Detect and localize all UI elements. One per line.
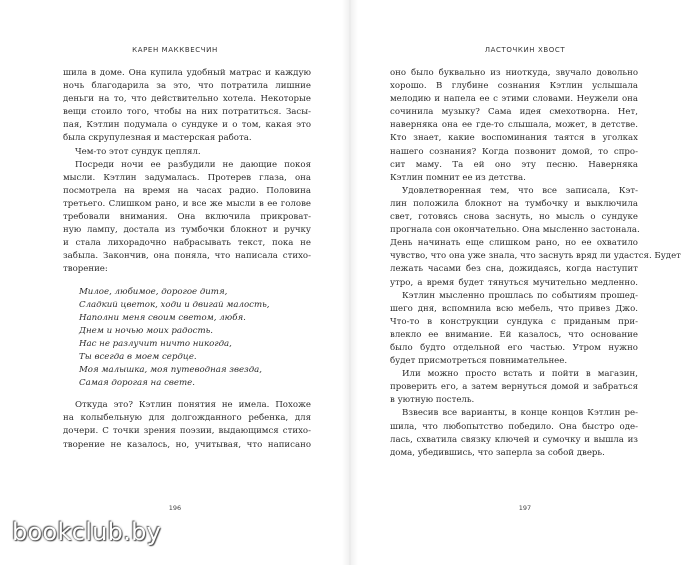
right-text-line: Или можно просто встать и пойти в магазин,	[402, 369, 638, 380]
left-text-line: творение:	[63, 264, 108, 275]
right-text-line: в уютную постель.	[390, 395, 475, 406]
right-text-line: Взвесив все варианты, в конце концов Кэтлин ре-	[402, 408, 638, 419]
right-text-line: Кто знает, какие воспоминания таятся в уголках	[390, 133, 638, 144]
right-text-line: влекло ее внимание. Ей казалось, что основание	[390, 329, 638, 340]
right-page-text	[390, 67, 681, 460]
right-text-line: лась, схватила связку ключей и сумочку и вышла из	[390, 434, 638, 445]
left-text-line: Откуда это? Кэтлин понятия не имела. Похоже	[75, 400, 311, 411]
left-text-line: деньги на то, что действительно хотела. Некоторые	[63, 94, 311, 105]
right-text-line: сит маму. Та ей оно эту песню. Наверняка	[390, 159, 638, 170]
left-text-line: пая, Кэтлин подумала о сундуке и о том, какая это	[63, 120, 311, 131]
left-verse-line: Милое, любимое, дорогое дитя,	[79, 286, 228, 297]
right-text-line: мелодию и напела ее с этими словами. Неужели она	[390, 94, 638, 105]
left-verse-line: Сладкий цветок, ходи и двигай малость,	[79, 299, 270, 310]
page-number-left: 196	[168, 504, 182, 512]
right-text-line: шила, что любопытство победило. Она быстро оде-	[390, 421, 638, 432]
left-verse-line: Ты всегда в моем сердце.	[79, 351, 197, 362]
left-text-line: и стала лихорадочно набрасывать текст, пока не	[63, 238, 311, 249]
right-text-line: Кэтлин помнит ее из детства.	[390, 172, 526, 183]
right-text-line: Что-то в конструкции сундука с приданым при-	[390, 316, 638, 327]
right-text-line: прогнала сон окончательно. Она мысленно застонала.	[390, 225, 640, 236]
left-text-line: ночь благодарила за это, что потратила лишние	[63, 81, 311, 92]
left-text-line: третьего. Слишком рано, и все же мысли в ее голове	[63, 198, 311, 209]
left-text-line: на колыбельную для долгожданного ребенка, для	[63, 413, 311, 424]
running-head-right: ЛАСТОЧКИН ХВОСТ	[484, 46, 566, 54]
right-text-line: шего дня, вспомнила всю мебель, что привез Джо.	[390, 303, 638, 314]
right-text-line: было будто отдельной его частью. Утром нужно	[390, 342, 638, 353]
right-page	[350, 0, 700, 565]
left-page-text	[63, 67, 311, 452]
left-stanza-gap	[63, 277, 311, 286]
left-verse-line: Днем и ночью моих радость.	[79, 325, 214, 336]
book-gutter	[342, 0, 358, 565]
left-verse-line: Нас не разлучит ничто никогда,	[79, 338, 232, 349]
right-text-line: проверить его, а затем вернуться домой и забраться	[390, 382, 638, 393]
page-number-right: 197	[518, 504, 532, 512]
site-watermark: bookclub.by	[12, 518, 162, 546]
left-verse-line: Самая дорогая на свете.	[79, 378, 195, 389]
left-text-line: шила в доме. Она купила удобный матрас и каждую	[63, 68, 311, 78]
left-text-line: Чем-то этот сундук цеплял.	[75, 146, 201, 157]
left-text-line: требовали внимания. Она включила прикроват-	[63, 212, 311, 223]
left-text-line: Посреди ночи ее разбудили не дающие покоя	[75, 159, 311, 170]
right-text-line: наверняка она ее где-то слышала, может, в детстве.	[390, 120, 638, 131]
right-text-line: День начинать еще слишком рано, но ее охватило	[390, 238, 638, 249]
right-text-line: лин положила блокнот на тумбочку и выключила	[390, 198, 638, 209]
right-text-line: нашего сознания? Когда позвонит домой, то спро-	[390, 146, 638, 157]
left-text-line: забыла. Закончив, она поняла, что написала стихо-	[63, 251, 311, 262]
left-text-line: мысли. Кэтлин задумалась. Протерев глаза, она	[63, 172, 311, 183]
right-text-line: сочинила музыку? Сама идея смехотворна. Нет,	[390, 107, 638, 118]
left-text-line: творение не казалось, но, учитывая, что написано	[63, 439, 311, 450]
left-text-line: ную лампу, достала из тумбочки блокнот и ручку	[63, 225, 311, 236]
right-text-line: Удовлетворенная тем, что все записала, Кэт-	[402, 185, 638, 196]
running-head-left: КАРЕН МАККВЕСЧИН	[132, 46, 218, 54]
right-text-line: чувство, что она уже знала, что заснуть вряд ли удастся. Будет	[390, 251, 681, 262]
right-text-line: утро, а время будет тянуться мучительно медленно.	[390, 277, 638, 288]
right-text-line: свет, готовясь снова заснуть, но мысль о сундуке	[390, 212, 638, 223]
right-text-line: будет присмотреться повнимательнее.	[390, 356, 568, 367]
right-text-line: оно было буквально из ниоткуда, звучало довольно	[390, 68, 638, 78]
right-text-line: лежать часами без сна, дожидаясь, когда наступит	[390, 264, 638, 275]
left-text-line: дочери. С точки зрения поэзии, выдающимся стихо-	[63, 426, 311, 437]
right-text-line: дома, убедившись, что заперла за собой дверь.	[390, 447, 605, 458]
left-text-line: посмотрела на время на часах радио. Половина	[63, 185, 311, 196]
right-text-line: хорошо. В глубине сознания Кэтлин услышала	[390, 81, 638, 92]
right-text-line: Кэтлин мысленно прошлась по событиям прошед-	[402, 290, 638, 301]
left-verse-line: Наполни меня своим светом, любя.	[79, 312, 246, 323]
left-text-line: была скрупулезная и мастерская работа.	[63, 133, 252, 144]
left-stanza-gap	[63, 390, 311, 399]
left-verse-line: Моя малышка, моя путеводная звезда,	[79, 365, 263, 376]
left-text-line: вещи стоило того, чтобы на них потратиться. Засы-	[63, 107, 311, 118]
